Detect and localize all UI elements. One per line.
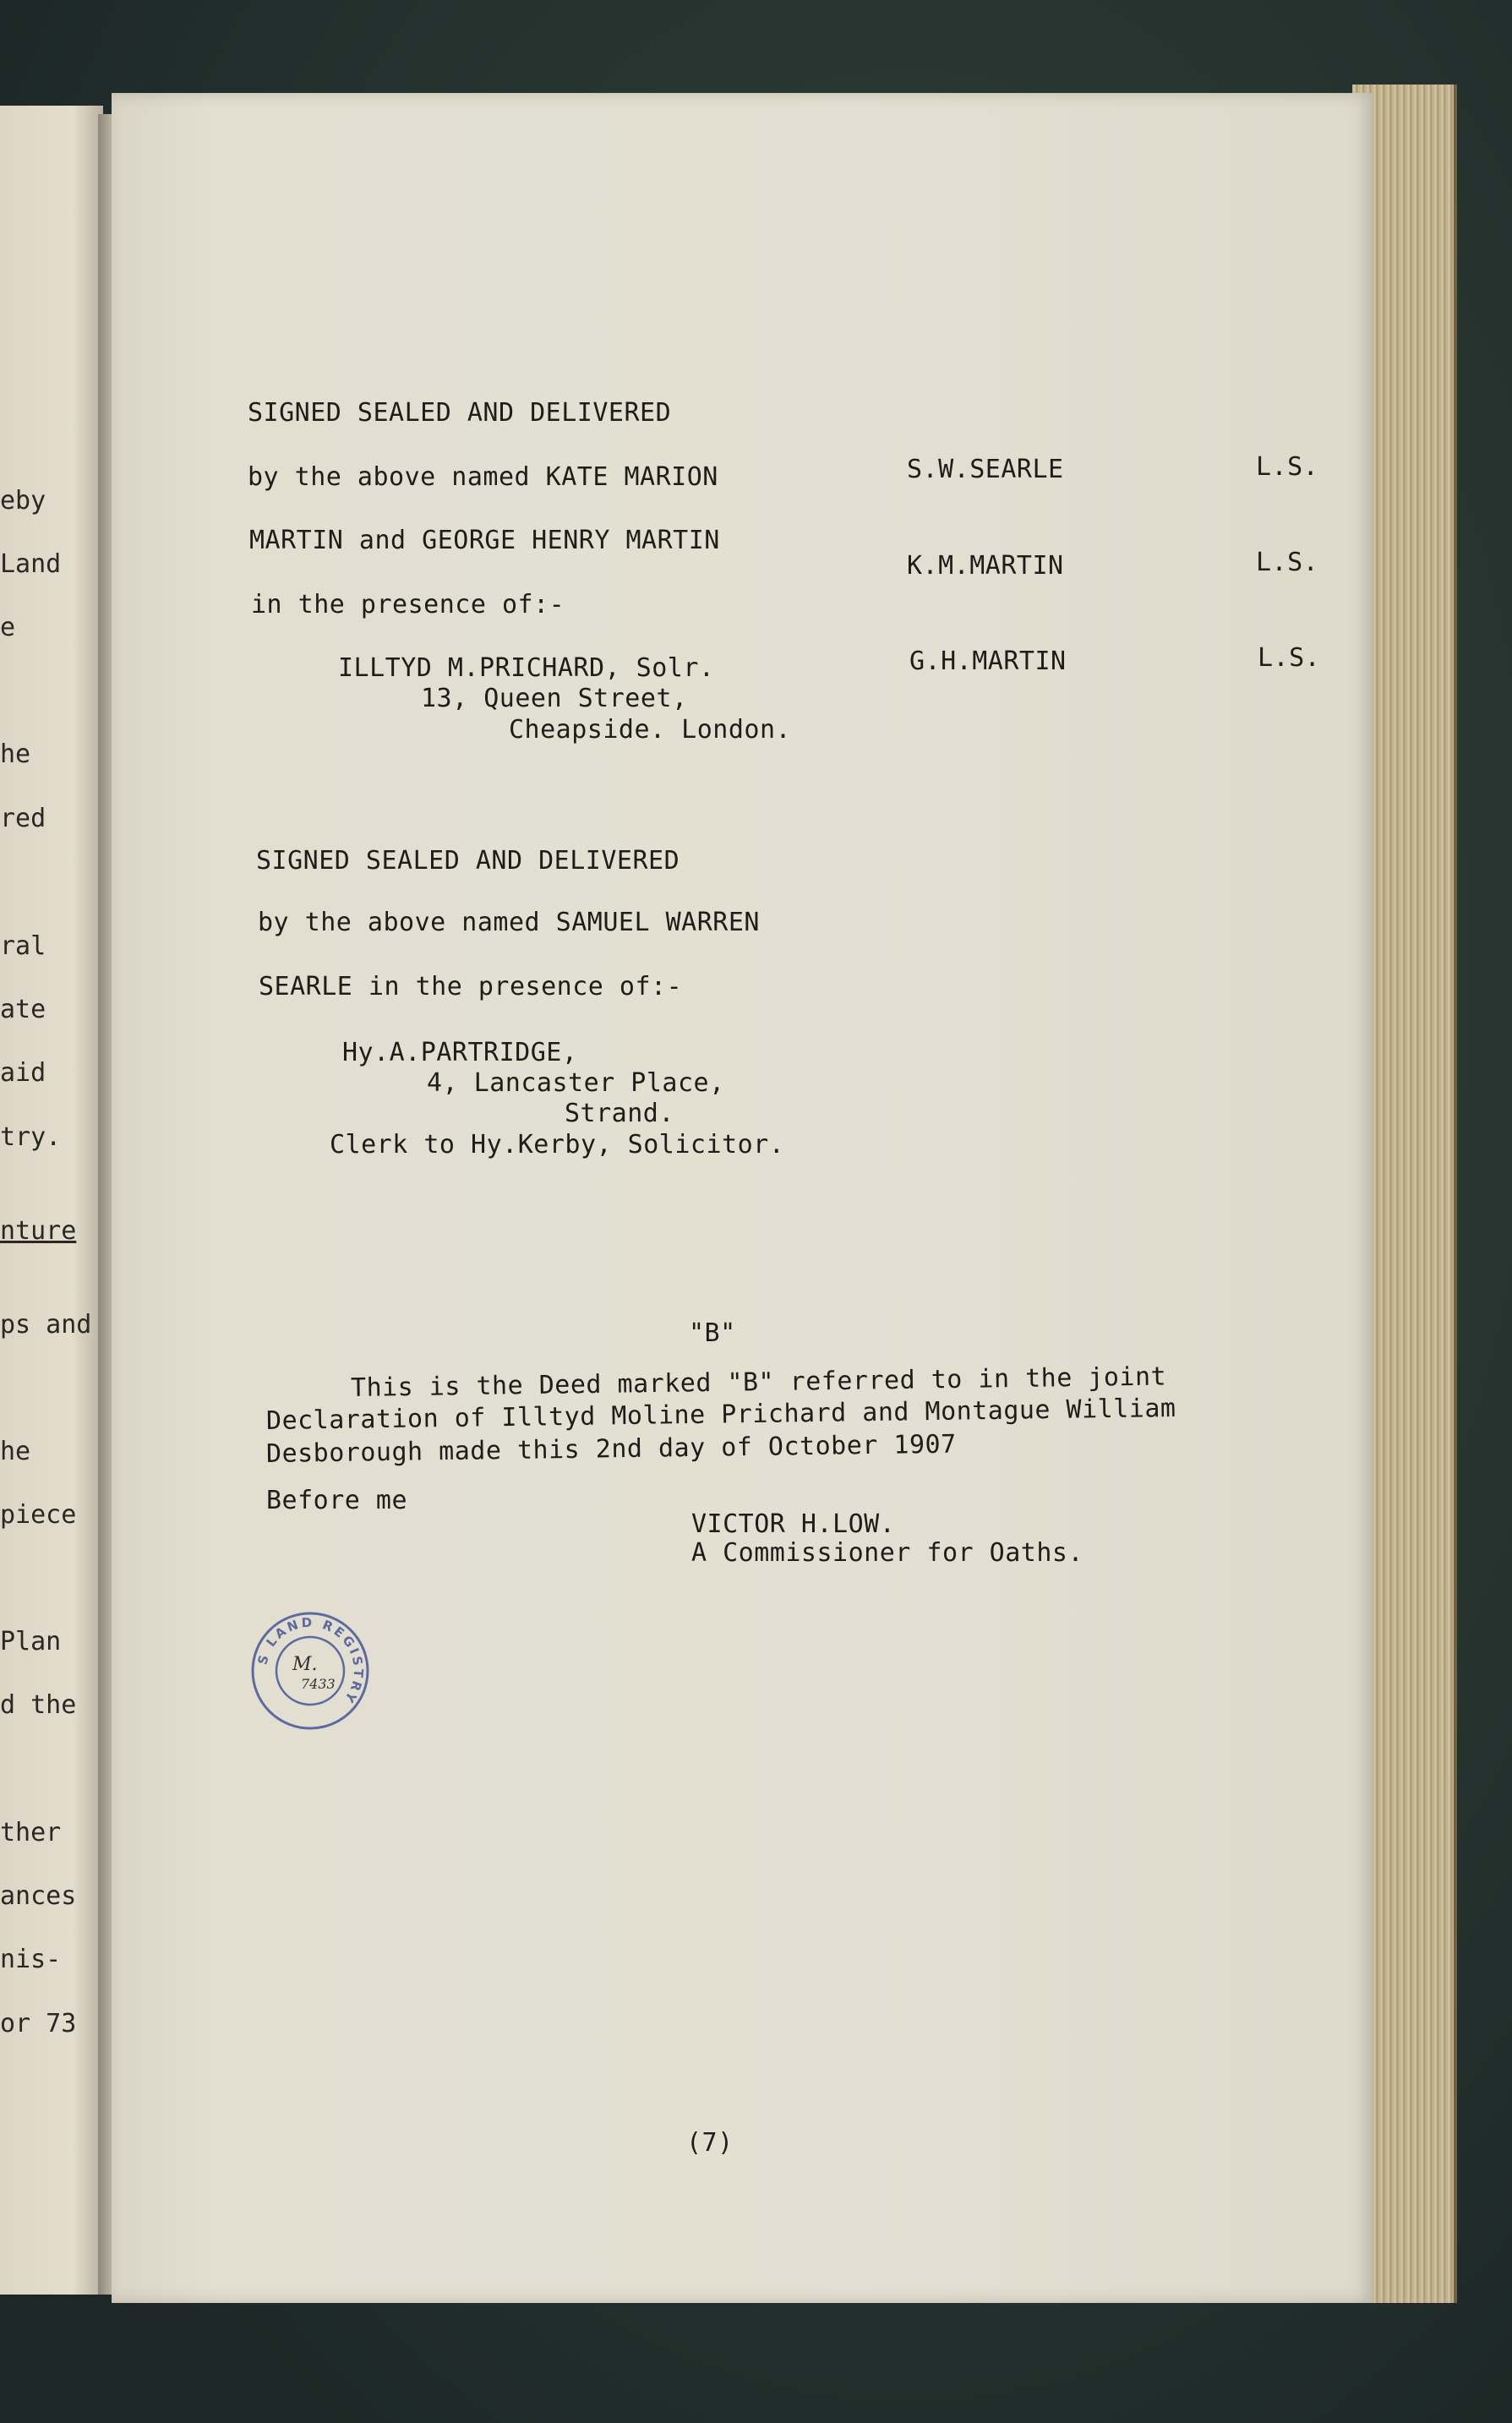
left-page-fragment: ate [0, 995, 46, 1024]
left-page-fragment: try. [0, 1122, 62, 1152]
left-page-fragment: ral [0, 931, 46, 961]
land-registry-stamp [250, 1611, 370, 1731]
exhibit-mark: "B" [689, 1318, 736, 1348]
left-page-fragment: eby [0, 486, 46, 516]
signature-name: G.H.MARTIN [909, 647, 1067, 676]
left-page-fragment: Plan [0, 1627, 62, 1656]
signature-name: S.W.SEARLE [907, 455, 1064, 484]
left-page-fragment: he [0, 1437, 31, 1466]
left-facing-page [0, 106, 103, 2295]
left-page-fragment: nis- [0, 1945, 62, 1974]
left-page-fragment: piece [0, 1500, 77, 1530]
left-page-fragment: nture [0, 1216, 77, 1246]
left-page-fragment: ps and [0, 1310, 92, 1340]
attestation-line: by the above named SAMUEL WARREN [258, 908, 760, 937]
commissioner-title: A Commissioner for Oaths. [691, 1538, 1084, 1568]
page-number: (7) [686, 2128, 734, 2158]
witness-address: 4, Lancaster Place, [427, 1068, 725, 1098]
left-page-fragment: d the [0, 1690, 77, 1720]
exhibit-text: Desborough made this 2nd day of October 1907 [265, 1429, 957, 1469]
left-page-fragment: or 73 [0, 2009, 77, 2038]
left-page-fragment: he [0, 739, 31, 769]
commissioner-name: VICTOR H.LOW. [691, 1509, 896, 1539]
attestation-line: by the above named KATE MARION [248, 462, 718, 492]
attestation-heading: SIGNED SEALED AND DELIVERED [256, 846, 680, 876]
attestation-line: in the presence of:- [251, 590, 565, 619]
signature-name: K.M.MARTIN [907, 551, 1064, 581]
seal-mark: L.S. [1256, 452, 1319, 482]
stamp-seal-icon [250, 1611, 370, 1731]
attestation-line: MARTIN and GEORGE HENRY MARTIN [249, 526, 720, 555]
witness-name: Hy.A.PARTRIDGE, [342, 1038, 578, 1067]
witness-name: ILLTYD M.PRICHARD, Solr. [338, 653, 715, 683]
left-page-fragment: red [0, 804, 46, 833]
svg-text:7433: 7433 [301, 1676, 336, 1692]
left-page-fragment: Land [0, 549, 62, 579]
witness-address: 13, Queen Street, [421, 684, 688, 713]
seal-mark: L.S. [1258, 643, 1321, 673]
svg-text:M.: M. [292, 1654, 318, 1675]
left-page-fragment: ances [0, 1881, 77, 1911]
left-page-fragment: ther [0, 1818, 62, 1847]
attestation-heading: SIGNED SEALED AND DELIVERED [248, 398, 672, 428]
svg-text:S LAND REGISTRY: S LAND REGISTRY [254, 1614, 367, 1708]
exhibit-text: This is the Deed marked "B" referred to in the joint [350, 1362, 1167, 1403]
exhibit-text: Declaration of Illtyd Moline Prichard and Montague William [265, 1393, 1176, 1436]
seal-mark: L.S. [1256, 548, 1319, 577]
left-page-fragment: e [0, 613, 16, 642]
witness-role: Clerk to Hy.Kerby, Solicitor. [330, 1130, 785, 1160]
attestation-line: SEARLE in the presence of:- [259, 972, 683, 1001]
witness-address: Strand. [565, 1099, 674, 1128]
left-page-fragment: aid [0, 1058, 46, 1088]
exhibit-text: Before me [266, 1486, 408, 1515]
witness-address: Cheapside. London. [509, 715, 792, 745]
